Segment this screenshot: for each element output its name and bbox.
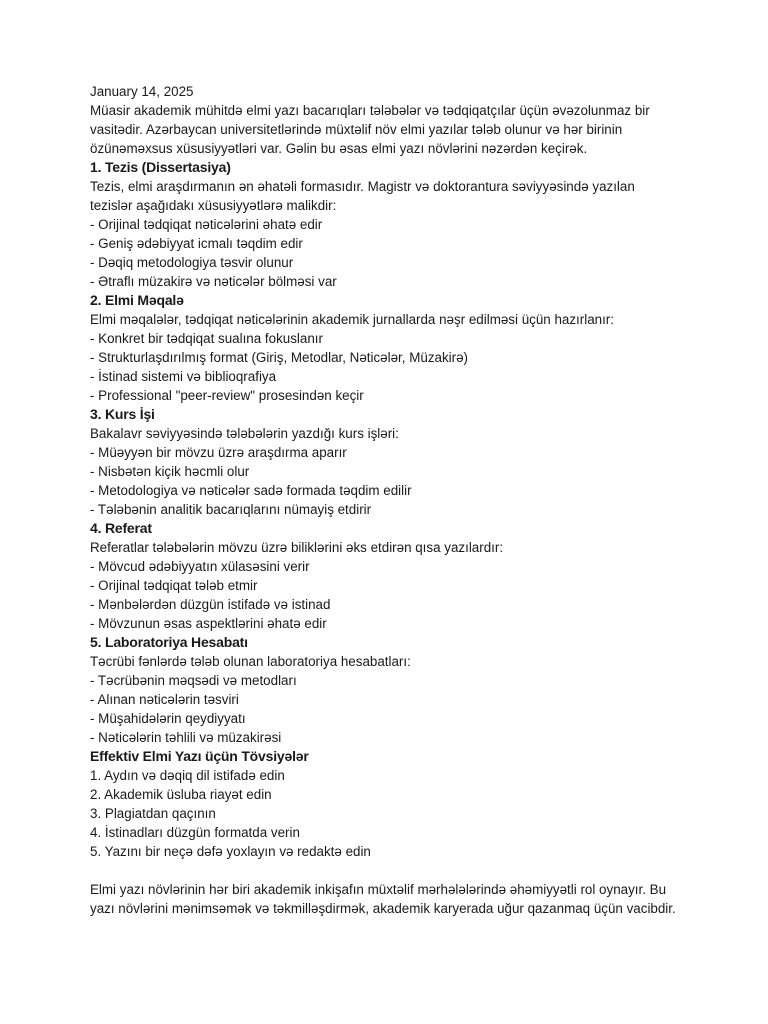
- list-item: 2. Akademik üsluba riayət edin: [90, 787, 272, 802]
- list-item: - Müəyyən bir mövzu üzrə araşdırma aparır: [90, 445, 347, 460]
- list-item: 5. Yazını bir neçə dəfə yoxlayın və redaktə edin: [90, 844, 371, 859]
- list-item: - Dəqiq metodologiya təsvir olunur: [90, 255, 294, 270]
- list-item: - Strukturlaşdırılmış format (Giriş, Metodlar, Nəticələr, Müzakirə): [90, 350, 468, 365]
- section-heading: 2. Elmi Məqalə: [90, 292, 184, 308]
- section-text: Tezis, elmi araşdırmanın ən əhatəli formasıdır. Magistr və doktorantura səviyyəsində yazılan tezislər aşağıdakı xüsusiyyətlərə malikdir:: [90, 179, 635, 213]
- conclusion-paragraph: Elmi yazı növlərinin hər biri akademik inkişafın müxtəlif mərhələlərində əhəmiyyətli rol oynayır. Bu yazı növlərini mənimsəmək və təkmilləşdirmək, akademik karyerada uğur qazanmaq üçün vacibdir.: [90, 882, 676, 916]
- section-text: Təcrübi fənlərdə tələb olunan laboratoriya hesabatları:: [90, 654, 411, 669]
- list-item: 4. İstinadları düzgün formatda verin: [90, 825, 300, 840]
- list-item: - Metodologiya və nəticələr sadə formada təqdim edilir: [90, 483, 412, 498]
- section-elmi-meqale: [90, 291, 680, 405]
- list-item: 3. Plagiatdan qaçının: [90, 806, 216, 821]
- list-item: - Ətraflı müzakirə və nəticələr bölməsi var: [90, 274, 337, 289]
- section-tovsiyeler: [90, 747, 680, 861]
- section-referat: [90, 519, 680, 633]
- list-item: - Nisbətən kiçik həcmli olur: [90, 464, 250, 479]
- section-heading: Effektiv Elmi Yazı üçün Tövsiyələr: [90, 748, 309, 764]
- section-list: [90, 215, 680, 291]
- section-list: [90, 766, 680, 861]
- list-item: - Orijinal tədqiqat tələb etmir: [90, 578, 258, 593]
- section-list: [90, 557, 680, 633]
- section-heading: 3. Kurs İşi: [90, 406, 155, 422]
- section-text: Elmi məqalələr, tədqiqat nəticələrinin akademik jurnallarda nəşr edilməsi üçün hazırlanır:: [90, 312, 614, 327]
- list-item: - Mövcud ədəbiyyatın xülasəsini verir: [90, 559, 310, 574]
- paragraph-gap: [90, 861, 680, 880]
- list-item: - Alınan nəticələrin təsviri: [90, 692, 239, 707]
- section-list: [90, 443, 680, 519]
- section-heading: 5. Laboratoriya Hesabatı: [90, 634, 248, 650]
- section-kurs-isi: [90, 405, 680, 519]
- list-item: - Təcrübənin məqsədi və metodları: [90, 673, 297, 688]
- section-text: Referatlar tələbələrin mövzu üzrə biliklərini əks etdirən qısa yazılardır:: [90, 540, 504, 555]
- section-heading: 1. Tezis (Dissertasiya): [90, 159, 231, 175]
- section-text: Bakalavr səviyyəsində tələbələrin yazdığı kurs işləri:: [90, 426, 399, 441]
- list-item: - Müşahidələrin qeydiyyatı: [90, 711, 246, 726]
- list-item: - İstinad sistemi və biblioqrafiya: [90, 369, 277, 384]
- list-item: - Mövzunun əsas aspektlərini əhatə edir: [90, 616, 327, 631]
- section-laboratoriya: [90, 633, 680, 747]
- section-tezis: [90, 158, 680, 291]
- list-item: - Orijinal tədqiqat nəticələrini əhatə edir: [90, 217, 323, 232]
- list-item: - Nəticələrin təhlili və müzakirəsi: [90, 730, 282, 745]
- list-item: - Geniş ədəbiyyat icmalı təqdim edir: [90, 236, 303, 251]
- section-heading: 4. Referat: [90, 520, 152, 536]
- document-date: January 14, 2025: [90, 84, 194, 99]
- list-item: - Mənbələrdən düzgün istifadə və istinad: [90, 597, 331, 612]
- list-item: - Konkret bir tədqiqat sualına fokuslanır: [90, 331, 323, 346]
- list-item: 1. Aydın və dəqiq dil istifadə edin: [90, 768, 285, 783]
- list-item: - Tələbənin analitik bacarıqlarını nümayiş etdirir: [90, 502, 372, 517]
- intro-paragraph: Müasir akademik mühitdə elmi yazı bacarıqları tələbələr və tədqiqatçılar üçün əvəzolunmaz bir vasitədir. Azərbaycan universitetlərində müxtəlif növ elmi yazılar tələb olunur və hər birinin özünəməxsus xüsusiyyətləri var. Gəlin bu əsas elmi yazı növlərini nəzərdən keçirək.: [90, 103, 650, 156]
- section-list: [90, 671, 680, 747]
- list-item: - Professional "peer-review" prosesindən keçir: [90, 388, 364, 403]
- document-page: [90, 82, 680, 918]
- section-list: [90, 329, 680, 405]
